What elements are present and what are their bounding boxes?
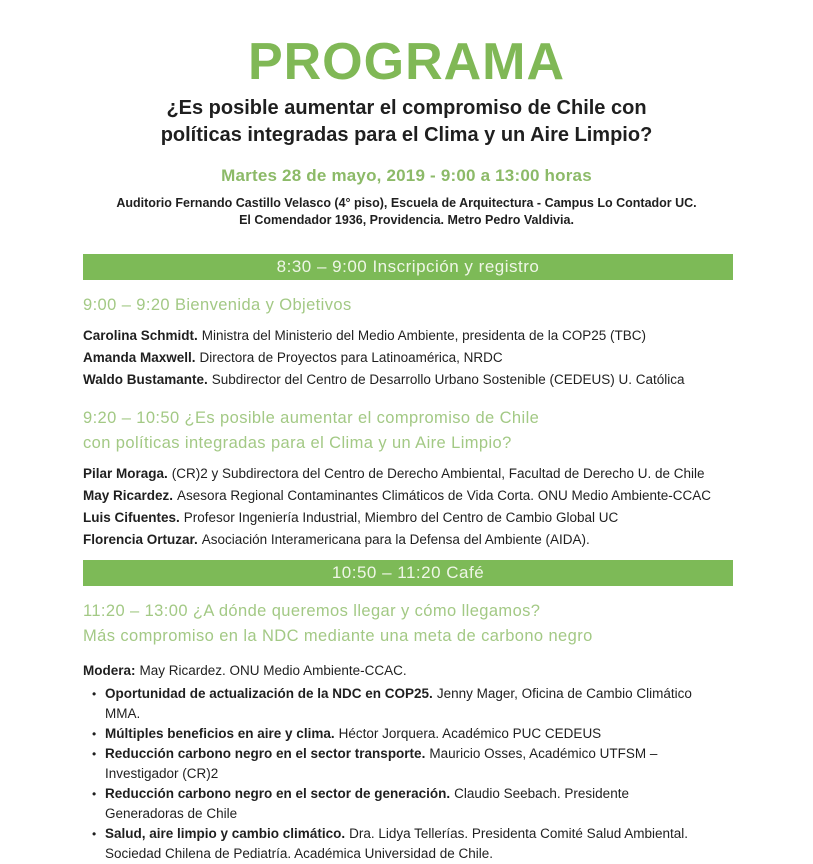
speaker-line — [83, 485, 748, 507]
page-title: PROGRAMA — [247, 33, 566, 91]
event-datetime: Martes 28 de mayo, 2019 - 9:00 a 13:00 horas — [221, 166, 592, 185]
topic-text — [105, 824, 748, 864]
speaker-line — [83, 369, 748, 391]
topic-title: Salud, aire limpio y cambio climático. — [105, 826, 346, 841]
speaker-role: Profesor Ingeniería Industrial, Miembro del Centro de Cambio Global UC — [183, 510, 619, 525]
session-heading-panel — [83, 406, 748, 456]
session-banner-coffee: 10:50 – 11:20 Café — [83, 560, 733, 586]
session-welcome — [83, 293, 748, 391]
session-heading-closing — [83, 599, 748, 649]
speaker-line — [83, 463, 748, 485]
speaker-role: Directora de Proyectos para Latinoamérica, NRDC — [199, 350, 503, 365]
program-document — [0, 33, 813, 861]
moderator-line — [83, 661, 748, 681]
speaker-line — [83, 325, 748, 347]
topic-title: Reducción carbono negro en el sector transporte. — [105, 746, 426, 761]
bullet-icon: • — [92, 747, 97, 761]
speaker-role: Subdirector del Centro de Desarrollo Urbano Sostenible (CEDEUS) U. Católica — [211, 372, 685, 387]
list-item — [83, 724, 748, 744]
session-heading-line-2: con políticas integradas para el Clima y un Aire Limpio? — [83, 434, 512, 452]
speaker-line — [83, 507, 748, 529]
list-item — [83, 824, 748, 864]
topic-speaker: Dra. Lidya Tellerías. Presidenta Comité Salud Ambiental. Sociedad Chilena de Pediatría. Académica Universidad de Chile. — [105, 826, 689, 861]
speaker-name: Pilar Moraga. — [83, 466, 168, 481]
bullet-icon: • — [92, 827, 97, 841]
speaker-role: Ministra del Ministerio del Medio Ambiente, presidenta de la COP25 (TBC) — [201, 328, 646, 343]
speaker-list — [83, 463, 748, 551]
speaker-role: (CR)2 y Subdirectora del Centro de Derecho Ambiental, Facultad de Derecho U. de Chile — [171, 466, 705, 481]
speaker-line — [83, 529, 748, 551]
session-banner-registration: 8:30 – 9:00 Inscripción y registro — [83, 254, 733, 280]
topic-text — [105, 684, 748, 724]
speaker-name: Florencia Ortuzar. — [83, 532, 198, 547]
subtitle-line-2: políticas integradas para el Clima y un Aire Limpio? — [160, 124, 653, 146]
speaker-list — [83, 325, 748, 391]
session-heading-line-2: Más compromiso en la NDC mediante una meta de carbono negro — [83, 627, 593, 645]
speaker-name: May Ricardez. — [83, 488, 174, 503]
speaker-role: Asociación Interamericana para la Defensa del Ambiente (AIDA). — [201, 532, 590, 547]
list-item — [83, 684, 748, 724]
moderator-label: Modera: — [83, 663, 136, 678]
session-heading-line-1: 11:20 – 13:00 ¿A dónde queremos llegar y cómo llegamos? — [83, 602, 541, 620]
list-item — [83, 784, 748, 824]
session-heading-welcome: 9:00 – 9:20 Bienvenida y Objetivos — [83, 296, 352, 314]
topic-title: Oportunidad de actualización de la NDC en COP25. — [105, 686, 433, 701]
session-closing — [83, 599, 748, 864]
event-subtitle — [0, 95, 813, 149]
topic-text — [105, 724, 748, 744]
speaker-name: Carolina Schmidt. — [83, 328, 198, 343]
topic-speaker: Jenny Mager, Oficina de Cambio Climático MMA. — [105, 686, 692, 721]
speaker-name: Luis Cifuentes. — [83, 510, 180, 525]
topic-list — [83, 684, 748, 864]
topic-speaker: Mauricio Osses, Académico UTFSM – Investigador (CR)2 — [105, 746, 658, 781]
speaker-name: Waldo Bustamante. — [83, 372, 208, 387]
bullet-icon: • — [92, 787, 97, 801]
topic-text — [105, 744, 748, 784]
topic-text — [105, 784, 748, 824]
moderator-name: May Ricardez. ONU Medio Ambiente-CCAC. — [139, 663, 407, 678]
speaker-role: Asesora Regional Contaminantes Climáticos de Vida Corta. ONU Medio Ambiente-CCAC — [177, 488, 712, 503]
speaker-line — [83, 347, 748, 369]
list-item — [83, 744, 748, 784]
topic-title: Reducción carbono negro en el sector de generación. — [105, 786, 451, 801]
session-heading-line-1: 9:20 – 10:50 ¿Es posible aumentar el compromiso de Chile — [83, 409, 540, 427]
venue-line-1: Auditorio Fernando Castillo Velasco (4° piso), Escuela de Arquitectura - Campus Lo Contador UC. — [116, 196, 697, 210]
subtitle-line-1: ¿Es posible aumentar el compromiso de Chile con — [166, 97, 647, 119]
speaker-name: Amanda Maxwell. — [83, 350, 196, 365]
venue-line-2: El Comendador 1936, Providencia. Metro Pedro Valdivia. — [239, 213, 574, 227]
bullet-icon: • — [92, 687, 97, 701]
topic-title: Múltiples beneficios en aire y clima. — [105, 726, 335, 741]
event-venue — [0, 195, 813, 229]
topic-speaker: Claudio Seebach. Presidente Generadoras de Chile — [105, 786, 629, 821]
bullet-icon: • — [92, 727, 97, 741]
session-panel — [83, 406, 748, 551]
topic-speaker: Héctor Jorquera. Académico PUC CEDEUS — [338, 726, 602, 741]
